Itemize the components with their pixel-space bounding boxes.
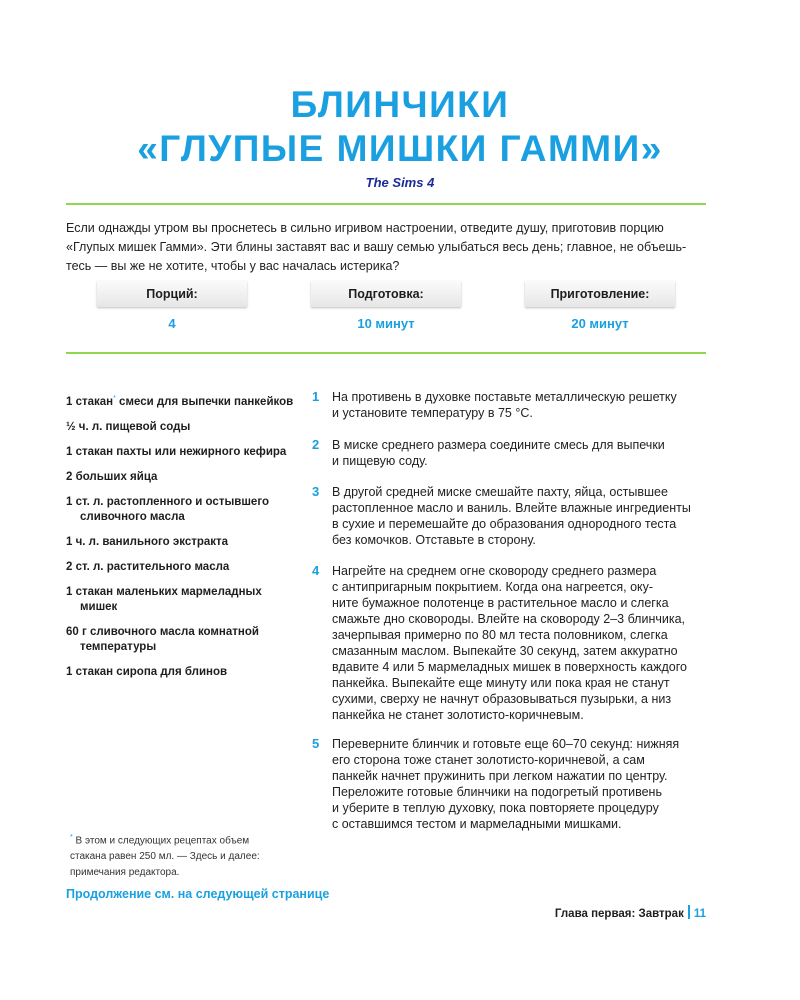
prep-time-value: 10 минут [357,316,415,331]
page-number: 11 [693,908,706,920]
step-text: В другой средней миске смешайте пахту, яйца, остывшее растопленное масло и ваниль. Влейте влажные ингредиенты в сухие и перемешайте до образования однородного теста без комочков. Отставьте в сторону. [332,485,691,547]
intro-line: тесь — вы же не хотите, чтобы у вас началась истерика? [66,259,400,273]
footer-separator [688,905,690,919]
step-number: 2 [312,437,320,452]
intro-line: «Глупых мишек Гамми». Эти блины заставят вас и вашу семью улыбаться весь день; главное, не объешь- [66,240,687,254]
ingredient-item: 1 стакан маленьких мармеладных мишек [66,585,262,613]
cook-time-value: 20 минут [571,316,629,331]
ingredient-item: ½ ч. л. пищевой соды [66,420,191,433]
ingredient-item: 1 стакан* смеси для выпечки панкейков [66,395,294,408]
step-number: 3 [312,484,320,499]
ingredient-item: 1 ч. л. ванильного экстракта [66,535,229,548]
intro-text [66,219,716,276]
ingredient-item: 2 больших яйца [66,470,158,483]
cook-time-label: Приготовление: [525,281,675,307]
recipe-title-line-1: БЛИНЧИКИ [290,84,510,125]
footnote-line: примечания редактора. [70,867,180,879]
ingredients-list [66,391,296,680]
divider-top [66,203,706,205]
intro-line: Если однажды утром вы проснетесь в сильно игривом настроении, отведите душу, приготовив порцию [66,221,664,235]
recipe-title-line-2: «ГЛУПЫЕ МИШКИ ГАММИ» [137,128,663,169]
servings-value: 4 [168,316,176,331]
page-footer [555,905,706,920]
recipe-source: The Sims 4 [365,175,435,190]
step-number: 4 [312,563,320,578]
ingredient-item: 1 стакан сиропа для блинов [66,665,228,678]
step-number: 1 [312,389,320,404]
prep-time-label: Подготовка: [311,281,461,307]
servings-label: Порций: [97,281,247,307]
footnote-marker: * [70,834,73,841]
chapter-title: Глава первая: Завтрак [554,908,684,920]
ingredient-item: 60 г сливочного масла комнатной температуры [66,625,259,653]
footnote-line: * В этом и следующих рецептах объем [70,834,250,847]
footnote [66,830,306,881]
step-text: В миске среднего размера соедините смесь для выпечки и пищевую соду. [332,438,665,468]
continued-on-next-page: Продолжение см. на следующей странице [66,887,330,901]
ingredient-item: 1 ст. л. растопленного и остывшего сливочного масла [66,495,269,523]
step-text: На противень в духовке поставьте металлическую решетку и установите температуру в 75 °C. [332,390,677,420]
step-text: Нагрейте на среднем огне сковороду среднего размера с антипригарным покрытием. Когда она нагреется, оку- ните бумажное полотенце в растительное масло и слегка смажьте дно сковороды. Влейте на сковороду 2–3 блинчика, зачерпывая примерно по 80 мл теста половником, слегка смазанным маслом. Выпекайте 30 секунд, затем аккуратно вдавите 4 или 5 мармеладных мишек в поверхность каждого панкейка. Выпекайте еще минуту или пока края не станут сухими, сверху не начнут образовываться пузырьки, а низ панкейка не станет золотисто-коричневым. [332,564,687,722]
step-text: Переверните блинчик и готовьте еще 60–70 секунд: нижняя его сторона тоже станет золотисто-коричневой, а сам панкейк начнет пружинить при легком нажатии по центру. Переложите готовые блинчики на подогретый противень и уберите в теплую духовку, пока повторяете процедуру с оставшимся тестом и мармеладными мишками. [332,737,680,831]
footnote-marker: * [113,395,116,402]
divider-middle [66,352,706,354]
step-number: 5 [312,736,320,751]
footnote-line: стакана равен 250 мл. — Здесь и далее: [70,851,260,863]
ingredient-item: 1 стакан пахты или нежирного кефира [66,445,287,458]
ingredient-item: 2 ст. л. растительного масла [66,560,230,573]
